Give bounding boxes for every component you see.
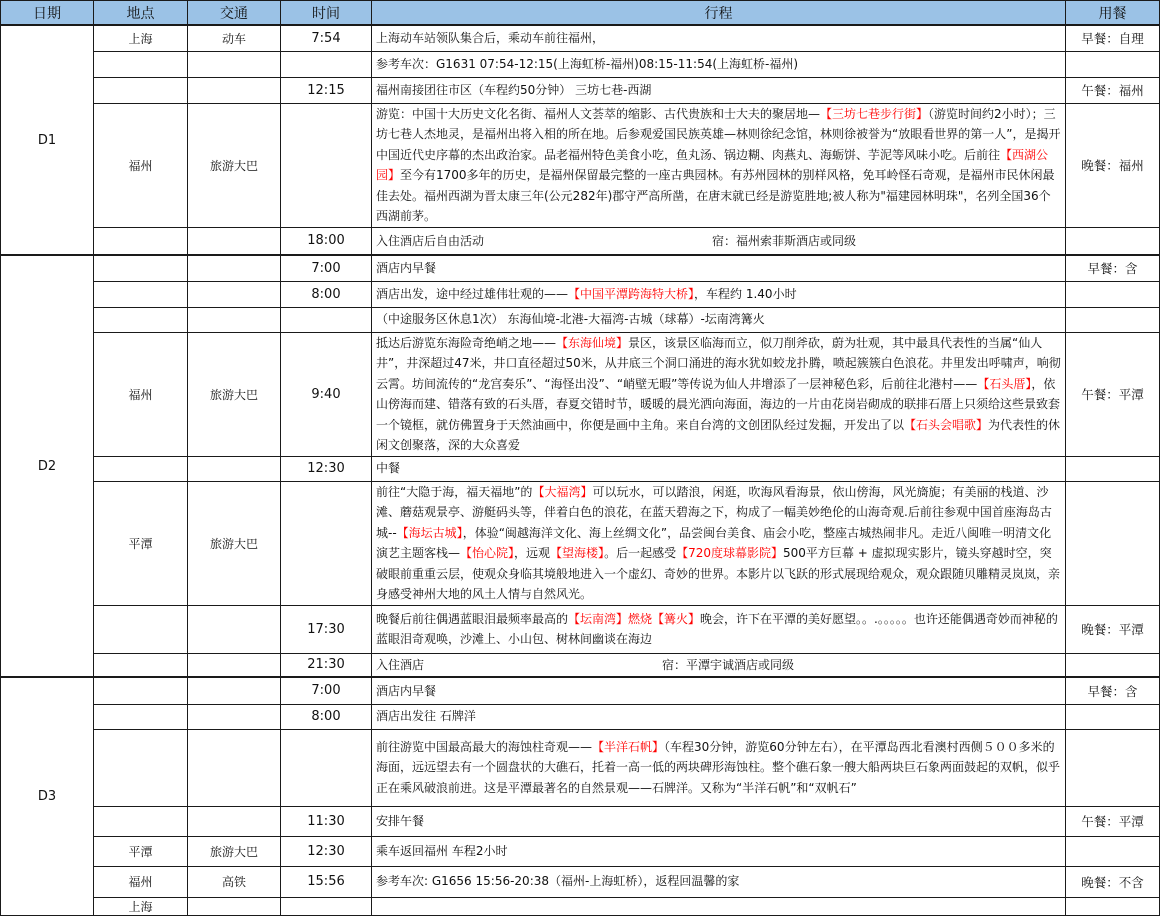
meal-cell: 晚餐：平潭 bbox=[1066, 605, 1160, 653]
transport-cell bbox=[188, 77, 281, 103]
header-transport: 交通 bbox=[188, 1, 281, 26]
transport-cell bbox=[188, 307, 281, 332]
meal-cell: 午餐：福州 bbox=[1066, 77, 1160, 103]
meal-cell: 午餐：平潭 bbox=[1066, 332, 1160, 456]
highlight-text: 【怡心院】 bbox=[460, 546, 515, 560]
itinerary-text: 晚会，许下在平潭的美好愿望。。.。。。。。也许还能偶遇奇妙而神秘的蓝眼泪奇观唤，沙滩上、小山包、树林间幽谈在海边 bbox=[376, 611, 1058, 646]
table-row bbox=[1, 605, 1160, 653]
place-cell bbox=[94, 806, 188, 836]
time-cell: 12:30 bbox=[281, 456, 372, 481]
table-row bbox=[1, 456, 1160, 481]
meal-cell bbox=[1066, 456, 1160, 481]
place-cell: 上海 bbox=[94, 897, 188, 915]
itinerary-cell bbox=[372, 307, 1066, 332]
time-cell bbox=[281, 307, 372, 332]
place-cell: 福州 bbox=[94, 332, 188, 456]
transport-cell bbox=[188, 51, 281, 77]
time-cell bbox=[281, 729, 372, 806]
itinerary-text: 入住酒店 bbox=[376, 657, 425, 672]
meal-cell: 晚餐：福州 bbox=[1066, 103, 1160, 227]
time-cell: 18:00 bbox=[281, 227, 372, 255]
meal-cell bbox=[1066, 227, 1160, 255]
place-cell bbox=[94, 51, 188, 77]
time-cell: 9:40 bbox=[281, 332, 372, 456]
time-cell bbox=[281, 103, 372, 227]
place-cell bbox=[94, 255, 188, 281]
place-cell bbox=[94, 281, 188, 307]
highlight-text: 【东海仙境】 bbox=[556, 335, 629, 350]
time-cell: 7:00 bbox=[281, 677, 372, 704]
place-cell bbox=[94, 677, 188, 704]
meal-cell bbox=[1066, 704, 1160, 729]
itinerary-cell bbox=[372, 332, 1066, 456]
itinerary-cell bbox=[372, 677, 1066, 704]
itinerary-cell bbox=[372, 866, 1066, 897]
itinerary-text: 晚餐后前往偶遇蓝眼泪最频率最高的 bbox=[376, 611, 569, 626]
hotel-text: 宿：福州索菲斯酒店或同级 bbox=[712, 233, 857, 248]
place-cell bbox=[94, 307, 188, 332]
table-row bbox=[1, 332, 1160, 456]
itinerary-cell bbox=[372, 836, 1066, 866]
header-itinerary: 行程 bbox=[372, 1, 1066, 26]
highlight-text: 【大福湾】 bbox=[532, 484, 593, 499]
transport-cell bbox=[188, 897, 281, 915]
place-cell bbox=[94, 456, 188, 481]
meal-cell bbox=[1066, 281, 1160, 307]
table-row bbox=[1, 281, 1160, 307]
itinerary-text: 酒店出发往 石牌洋 bbox=[376, 709, 476, 724]
itinerary-text: 至今有1700多年的历史，是福州保留最完整的一座古典园林。有苏州园林的别样风格，免耳岭怪石奇观，是福州市民休闲最佳去处。福州西湖为晋太康三年(公元282年)郡守严高所凿，在唐末就已经是游览胜地;被人称为"福建园林明珠"，名列全国36个西湖前茅。 bbox=[376, 168, 1055, 223]
itinerary-text: 前往“大隐于海，福天福地”的 bbox=[376, 484, 533, 499]
header-meal: 用餐 bbox=[1066, 1, 1160, 26]
table-row bbox=[1, 77, 1160, 103]
highlight-text: 【中国平潭跨海特大桥】 bbox=[568, 286, 695, 301]
highlight-text: 【坛南湾】燃烧【篝火】 bbox=[568, 611, 701, 626]
meal-cell: 早餐：含 bbox=[1066, 677, 1160, 704]
itinerary-text: 中餐 bbox=[376, 461, 401, 476]
place-cell bbox=[94, 704, 188, 729]
itinerary-text: 酒店内早餐 bbox=[376, 683, 437, 698]
table-row bbox=[1, 653, 1160, 677]
itinerary-cell bbox=[372, 456, 1066, 481]
meal-cell: 早餐：含 bbox=[1066, 255, 1160, 281]
transport-cell bbox=[188, 456, 281, 481]
itinerary-text: ，体验“闽越海洋文化、海上丝绸文化”，品尝闽台美食、庙会小吃，整座古城热闹非凡。走近八闽唯一明清文化演艺主题客栈— bbox=[376, 525, 1052, 560]
transport-cell: 高铁 bbox=[188, 866, 281, 897]
day-label: D1 bbox=[1, 25, 94, 255]
header-time: 时间 bbox=[281, 1, 372, 26]
transport-cell bbox=[188, 653, 281, 677]
highlight-text: 【半洋石帆】 bbox=[592, 739, 665, 754]
itinerary-text: （中途服务区休息1次） 东海仙境-北港-大福湾-古城（球幕）-坛南湾篝火 bbox=[376, 312, 765, 327]
itinerary-text: 入住酒店后自由活动 bbox=[376, 233, 485, 248]
header-date: 日期 bbox=[1, 1, 94, 26]
itinerary-text: 安排午餐 bbox=[376, 813, 425, 828]
time-cell: 8:00 bbox=[281, 281, 372, 307]
itinerary-text: 。后一起感受 bbox=[604, 546, 677, 560]
time-cell: 7:00 bbox=[281, 255, 372, 281]
time-cell: 11:30 bbox=[281, 806, 372, 836]
place-cell bbox=[94, 227, 188, 255]
itinerary-cell bbox=[372, 806, 1066, 836]
time-cell: 17:30 bbox=[281, 605, 372, 653]
day-label: D2 bbox=[1, 255, 94, 677]
time-cell bbox=[281, 481, 372, 605]
table-row bbox=[1, 729, 1160, 806]
itinerary-text: 前往游览中国最高最大的海蚀柱奇观—— bbox=[376, 739, 593, 754]
itinerary-text: （游览时间约2小时）；三坊七巷人杰地灵，是福州出将入相的所在地。后参观爱国民族英雄—林则徐纪念馆，林则徐被誉为“放眼看世界的第一人”，是揭开中国近代史序幕的杰出政治家。品老福州特色美食小吃，鱼丸汤、锅边糊、肉燕丸、海蛎饼、芋泥等风味小吃。后前往 bbox=[376, 106, 1061, 162]
meal-cell: 午餐：平潭 bbox=[1066, 806, 1160, 836]
itinerary-text: 可以玩水，可以踏浪，闲逛，吹海风看海景，依山傍海，风光旖旎；有美丽的栈道、沙滩、蘑菇观景亭、游艇码头等，伴着白色的浪花，在蓝天碧海之下，构成了一幅美妙绝伦的山海奇观.后前往参观中国首座海岛古城-- bbox=[376, 484, 1052, 540]
itinerary-text: 为代表性的休闲文创聚落，深的大众喜爱 bbox=[376, 417, 1061, 452]
transport-cell: 旅游大巴 bbox=[188, 836, 281, 866]
meal-cell bbox=[1066, 307, 1160, 332]
itinerary-cell bbox=[372, 897, 1066, 915]
transport-cell: 旅游大巴 bbox=[188, 332, 281, 456]
itinerary-cell bbox=[372, 227, 1066, 255]
table-row bbox=[1, 51, 1160, 77]
table-row bbox=[1, 704, 1160, 729]
transport-cell bbox=[188, 806, 281, 836]
itinerary-cell bbox=[372, 103, 1066, 227]
place-cell: 福州 bbox=[94, 103, 188, 227]
meal-cell bbox=[1066, 836, 1160, 866]
itinerary-text: 500平方巨幕 + 虚拟现实影片，镜头穿越时空，突破眼前重重云层，使观众身临其境般地进入一个虚幻、奇妙的世界。本影片以飞跃的形式展现给观众，观众跟随贝雕精灵岚岚，亲身感受神州大地的风土人情与自然风光。 bbox=[376, 546, 1061, 601]
meal-cell bbox=[1066, 729, 1160, 806]
header-place: 地点 bbox=[94, 1, 188, 26]
transport-cell bbox=[188, 227, 281, 255]
table-row bbox=[1, 836, 1160, 866]
itinerary-text: 酒店出发，途中经过雄伟壮观的—— bbox=[376, 286, 569, 301]
itinerary-cell bbox=[372, 77, 1066, 103]
highlight-text: 【石头会唱歌】 bbox=[904, 417, 989, 432]
itinerary-text: 参考车次: G1656 15:56-20:38（福州-上海虹桥），返程回温馨的家 bbox=[376, 874, 740, 889]
highlight-text: 【三坊七巷步行街】 bbox=[820, 106, 929, 121]
transport-cell bbox=[188, 281, 281, 307]
table-row bbox=[1, 103, 1160, 227]
time-cell: 15:56 bbox=[281, 866, 372, 897]
itinerary-text: 福州南接团往市区（车程约50分钟） 三坊七巷-西湖 bbox=[376, 82, 652, 97]
meal-cell bbox=[1066, 653, 1160, 677]
table-row bbox=[1, 677, 1160, 704]
itinerary-text: 景区，该景区临海而立，似刀削斧砍，蔚为壮观，其中最具代表性的当属“仙人井”，井深超过47米，井口直径超过50米，从井底三个洞口涌进的海水犹如蛟龙扑腾，喷起簇簇白色浪花。井里发出呼啸声，响彻云霄。坊间流传的“龙宫奏乐”、“海怪出没”、“峭壁无暇”等传说为仙人井增添了一层神秘色彩，后前往北港村—— bbox=[376, 335, 1061, 391]
time-cell: 21:30 bbox=[281, 653, 372, 677]
itinerary-text: 酒店内早餐 bbox=[376, 261, 437, 275]
place-cell bbox=[94, 653, 188, 677]
meal-cell bbox=[1066, 481, 1160, 605]
place-cell bbox=[94, 605, 188, 653]
place-cell: 上海 bbox=[94, 25, 188, 51]
transport-cell bbox=[188, 729, 281, 806]
itinerary-text: 上海动车站领队集合后，乘动车前往福州， bbox=[376, 31, 605, 45]
time-cell bbox=[281, 897, 372, 915]
transport-cell bbox=[188, 677, 281, 704]
itinerary-cell bbox=[372, 51, 1066, 77]
itinerary-text: ，车程约 1.40小时 bbox=[694, 286, 797, 301]
itinerary-text: 乘车返回福州 车程2小时 bbox=[376, 843, 508, 858]
transport-cell: 旅游大巴 bbox=[188, 103, 281, 227]
hotel-text: 宿：平潭宇诚酒店或同级 bbox=[662, 657, 795, 672]
highlight-text: 【西湖公园】 bbox=[376, 147, 1049, 182]
transport-cell bbox=[188, 255, 281, 281]
meal-cell bbox=[1066, 51, 1160, 77]
itinerary-text: 抵达后游览东海险奇绝峭之地—— bbox=[376, 335, 557, 350]
table-row bbox=[1, 806, 1160, 836]
meal-cell: 早餐：自理 bbox=[1066, 25, 1160, 51]
table-row bbox=[1, 255, 1160, 281]
place-cell bbox=[94, 729, 188, 806]
time-cell: 7:54 bbox=[281, 25, 372, 51]
transport-cell: 旅游大巴 bbox=[188, 481, 281, 605]
itinerary-cell bbox=[372, 281, 1066, 307]
time-cell bbox=[281, 51, 372, 77]
table-row bbox=[1, 25, 1160, 51]
highlight-text: 【海坛古城】 bbox=[396, 525, 463, 540]
table-row bbox=[1, 227, 1160, 255]
place-cell: 平潭 bbox=[94, 836, 188, 866]
table-row bbox=[1, 866, 1160, 897]
header-row bbox=[1, 1, 1160, 26]
highlight-text: 【720度球幕影院】 bbox=[676, 546, 783, 560]
transport-cell: 动车 bbox=[188, 25, 281, 51]
transport-cell bbox=[188, 704, 281, 729]
itinerary-cell bbox=[372, 25, 1066, 51]
itinerary-text: ，依山傍海而建、错落有致的石头厝，春夏交错时节，暖暖的晨光洒向海面，海边的一片由花岗岩砌成的联排石厝上只须给这些景致套一个镜框，就仿佛置身于天然油画中，你便是画中主角。来自台湾的文创团队经过发掘，开发出了以 bbox=[376, 376, 1061, 432]
place-cell bbox=[94, 77, 188, 103]
day-label: D3 bbox=[1, 677, 94, 915]
place-cell: 平潭 bbox=[94, 481, 188, 605]
highlight-text: 【望海楼】 bbox=[550, 546, 605, 560]
itinerary-cell bbox=[372, 255, 1066, 281]
time-cell: 12:30 bbox=[281, 836, 372, 866]
time-cell: 12:15 bbox=[281, 77, 372, 103]
table-row bbox=[1, 481, 1160, 605]
itinerary-cell bbox=[372, 704, 1066, 729]
place-cell: 福州 bbox=[94, 866, 188, 897]
itinerary-text: （车程30分钟，游览60分钟左右），在平潭岛西北看澳村西侧５００多米的海面，远远望去有一个圆盘状的大礁石，托着一高一低的两块碑形海蚀柱。整个礁石象一艘大船两块巨石象两面鼓起的双帆，似乎正在乘风破浪前进。这是平潭最著名的自然景观——石牌洋。又称为“半洋石帆”和“双帆石” bbox=[376, 739, 1061, 795]
itinerary-cell bbox=[372, 605, 1066, 653]
itinerary-text: ，远观 bbox=[514, 546, 551, 560]
itinerary-text: 参考车次：G1631 07:54-12:15(上海虹桥-福州)08:15-11:54(上海虹桥-福州) bbox=[376, 56, 799, 71]
itinerary-text: 游览：中国十大历史文化名街、福州人文荟萃的缩影、古代贵族和士大夫的聚居地— bbox=[376, 106, 821, 121]
table-row bbox=[1, 307, 1160, 332]
meal-cell: 晚餐：不含 bbox=[1066, 866, 1160, 897]
itinerary-cell bbox=[372, 481, 1066, 605]
meal-cell bbox=[1066, 897, 1160, 915]
time-cell: 8:00 bbox=[281, 704, 372, 729]
itinerary-cell bbox=[372, 729, 1066, 806]
transport-cell bbox=[188, 605, 281, 653]
itinerary-cell bbox=[372, 653, 1066, 677]
highlight-text: 【石头厝】 bbox=[977, 376, 1032, 391]
table-row bbox=[1, 897, 1160, 915]
